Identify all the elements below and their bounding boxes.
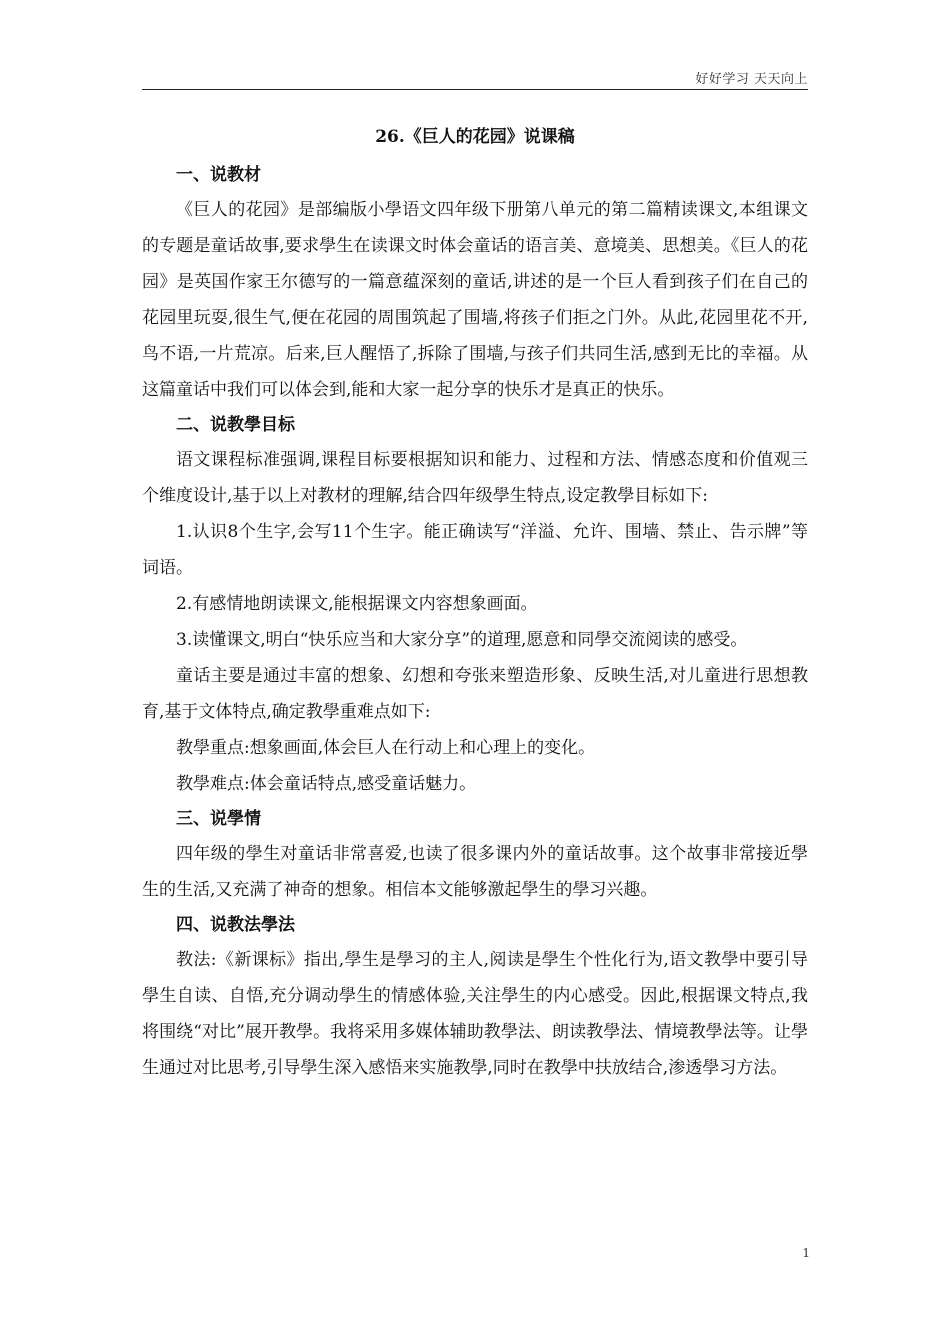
paragraph: 童话主要是通过丰富的想象、幻想和夸张来塑造形象、反映生活,对儿童进行思想教育,基于文体特点,确定教學重难点如下:: [142, 666, 808, 722]
header-divider: [142, 89, 808, 90]
section-heading: 一、说教材: [176, 165, 261, 185]
header-motto: 好好学习 天天向上: [695, 72, 808, 87]
paragraph: 四年级的學生对童话非常喜爱,也读了很多课内外的童话故事。这个故事非常接近學生的生活,又充满了神奇的想象。相信本文能够激起學生的學习兴趣。: [142, 844, 808, 900]
goal-item: 3.读懂课文,明白“快乐应当和大家分享”的道理,愿意和同學交流阅读的感受。: [176, 630, 748, 650]
section-heading: 二、说教學目标: [176, 415, 295, 435]
teaching-focus: 教學重点:想象画面,体会巨人在行动上和心理上的变化。: [176, 738, 596, 758]
goal-item: 2.有感情地朗读课文,能根据课文内容想象画面。: [176, 594, 538, 614]
section-teaching-material: [142, 158, 808, 408]
document-title: 26.《巨人的花园》说课稿: [375, 127, 575, 147]
goal-item: 1.认识8个生字,会写11个生字。能正确读写“洋溢、允许、围墙、禁止、告示牌”等词语。: [142, 522, 808, 578]
page-number: 1: [802, 1246, 810, 1260]
paragraph: 语文课程标准强调,课程目标要根据知识和能力、过程和方法、情感态度和价值观三个维度设计,基于以上对教材的理解,结合四年级學生特点,设定教學目标如下:: [142, 450, 808, 506]
paragraph: 《巨人的花园》是部编版小學语文四年级下册第八单元的第二篇精读课文,本组课文的专题是童话故事,要求學生在读课文时体会童话的语言美、意境美、思想美。《巨人的花园》是英国作家王尔德写的一篇意蕴深刻的童话,讲述的是一个巨人看到孩子们在自己的花园里玩耍,很生气,便在花园的周围筑起了围墙,将孩子们拒之门外。从此,花园里花不开,鸟不语,一片荒凉。后来,巨人醒悟了,拆除了围墙,与孩子们共同生活,感到无比的幸福。从这篇童话中我们可以体会到,能和大家一起分享的快乐才是真正的快乐。: [142, 200, 808, 400]
teaching-difficulty: 教學难点:体会童话特点,感受童话魅力。: [176, 774, 477, 794]
section-heading: 四、说教法學法: [176, 915, 295, 935]
section-teaching-methods: [142, 908, 808, 1086]
document-body: [142, 122, 808, 1086]
section-student-analysis: [142, 802, 808, 908]
paragraph: 教法:《新课标》指出,學生是學习的主人,阅读是學生个性化行为,语文教學中要引导學生自读、自悟,充分调动學生的情感体验,关注學生的内心感受。因此,根据课文特点,我将围绕“对比”展开教學。我将采用多媒体辅助教學法、朗读教學法、情境教學法等。让學生通过对比思考,引导學生深入感悟来实施教學,同时在教學中扶放结合,渗透學习方法。: [142, 950, 808, 1078]
section-teaching-goals: [142, 408, 808, 802]
section-heading: 三、说學情: [176, 809, 261, 829]
